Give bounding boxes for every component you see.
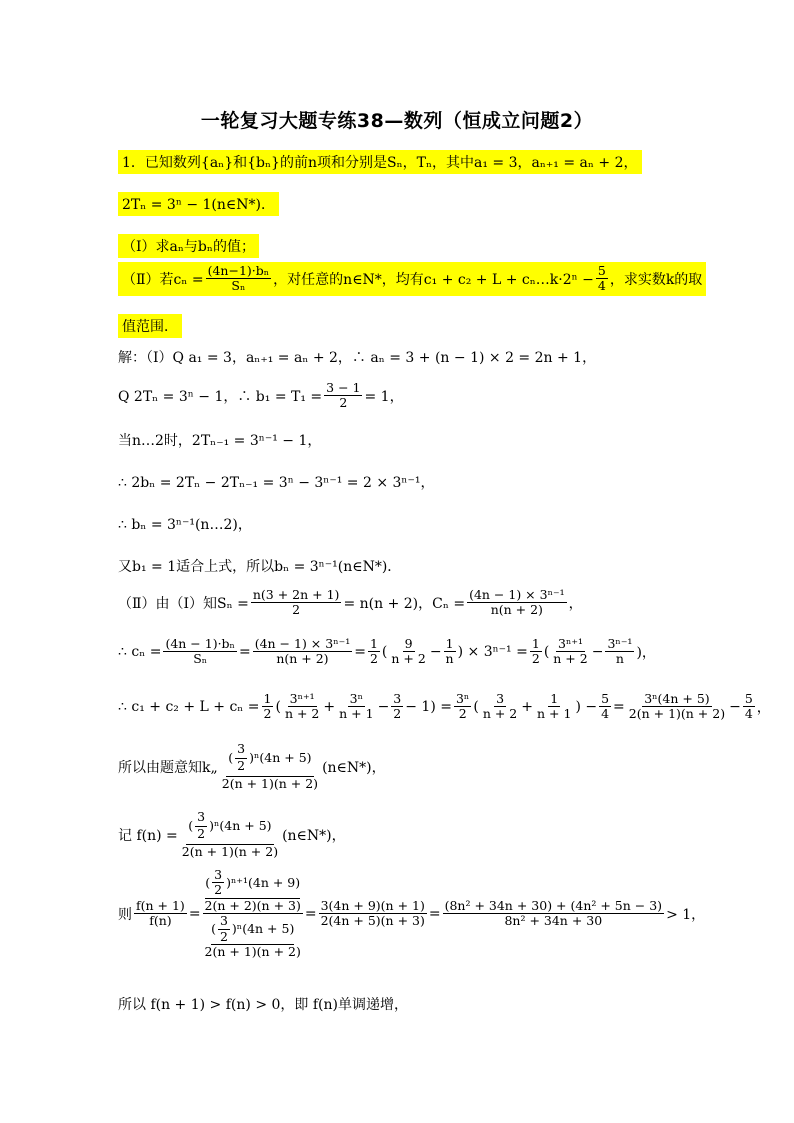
s9-f9-num: 3ⁿ(4n + 5) xyxy=(644,691,710,706)
s12-compound-top xyxy=(203,868,303,914)
part2-fraction-2 xyxy=(596,264,608,294)
problem-line-1 xyxy=(118,150,642,174)
solution-line-1: 解：（Ⅰ）Q a₁ = 3，aₙ₊₁ = aₙ + 2，∴ aₙ = 3 + (n − 1) × 2 = 2n + 1， xyxy=(118,350,597,366)
s8-fraction-3 xyxy=(368,637,380,667)
s11-text-a: 记 f(n) = xyxy=(118,827,178,844)
s8-f2-den: n(n + 2) xyxy=(276,651,329,667)
s12-top-inner xyxy=(212,868,224,898)
problem-part-2-cont xyxy=(118,314,182,338)
s10-inner-num: 3 xyxy=(235,742,247,759)
part2-text-c: ，求实数k的取 xyxy=(609,271,703,288)
s8-f4-num: 9 xyxy=(404,636,413,651)
s8-minus: − xyxy=(429,643,442,660)
s9-f4-num: 3 xyxy=(393,691,402,706)
s2-text-a: Q 2Tₙ = 3ⁿ − 1，∴ b₁ = T₁ = xyxy=(118,388,323,405)
s12-f4-den: 8n² + 34n + 30 xyxy=(504,913,603,929)
part2-fraction-num: (4n−1)·bₙ xyxy=(207,263,270,278)
s8-fraction-1 xyxy=(163,637,237,667)
s9-eq: = xyxy=(613,698,625,715)
s11-fraction-den: 2(n + 1)(n + 2) xyxy=(181,843,279,859)
s8-f5-den: n xyxy=(445,651,454,667)
s8-f3-num: 1 xyxy=(369,636,378,651)
part2-text-d: 值范围． xyxy=(118,314,182,338)
solution-line-12 xyxy=(118,868,705,959)
s9-f7-num: 1 xyxy=(550,691,559,706)
s9-f9-den: 2(n + 1)(n + 2) xyxy=(628,706,726,722)
s9-f5-num: 3ⁿ xyxy=(455,691,470,706)
s9-f3-num: 3ⁿ xyxy=(349,691,364,706)
solution-line-5: ∴ bₙ = 3ⁿ⁻¹(n…2)， xyxy=(118,517,252,533)
s8-f8-den: n xyxy=(615,651,624,667)
s12-bot-inner-den: 2 xyxy=(219,928,228,944)
s12-top-inner-den: 2 xyxy=(214,882,223,898)
s12-f3-num: 3(4n + 9)(n + 1) xyxy=(320,897,425,913)
problem-line-2 xyxy=(118,192,279,216)
solution-line-4: ∴ 2bₙ = 2Tₙ − 2Tₙ₋₁ = 3ⁿ − 3ⁿ⁻¹ = 2 × 3ⁿ⁻¹， xyxy=(118,475,435,491)
solution-line-11 xyxy=(118,810,346,859)
problem-text-2: 2Tₙ = 3ⁿ − 1(n∈N*)． xyxy=(118,192,279,216)
s9-fraction-3 xyxy=(337,692,375,722)
s8-f3-den: 2 xyxy=(369,651,378,667)
part2-fraction-den: Sₙ xyxy=(231,278,246,294)
s9-fraction-7 xyxy=(535,692,573,722)
solution-line-7 xyxy=(118,588,583,618)
solution-line-10 xyxy=(118,742,386,791)
s8-fraction-6 xyxy=(530,637,542,667)
s12-bot-num: ( $\frac{3}{2}$ )ⁿ(4n + 5) xyxy=(211,913,295,944)
s11-inner-num: 3 xyxy=(195,810,207,827)
s9-f4-den: 2 xyxy=(393,706,402,722)
s11-text-b: (n∈N*)， xyxy=(282,827,346,844)
s8-f6-den: 2 xyxy=(531,651,540,667)
s7-fraction-1 xyxy=(251,588,342,618)
s12-f4-num: (8n² + 34n + 30) + (4n² + 5n − 3) xyxy=(444,897,663,913)
s12-fraction-1 xyxy=(134,899,187,929)
s9-f5-den: 2 xyxy=(458,706,467,722)
s9-paren-open: ( xyxy=(275,698,281,715)
s8-paren-close: ) × 3ⁿ⁻¹ = xyxy=(457,643,528,660)
s9-fraction-5 xyxy=(454,692,471,722)
solution-line-13: 所以 f(n + 1) > f(n) > 0，即 f(n)单调递增， xyxy=(118,997,408,1013)
s10-text-a: 所以由题意知k„ xyxy=(118,759,218,776)
part2-fraction xyxy=(206,264,272,294)
s10-fraction-num: ( $\frac{3}{2}$ )ⁿ(4n + 5) xyxy=(226,742,313,777)
s9-paren-open-2: ( xyxy=(473,698,479,715)
s12-compound-fraction xyxy=(203,868,303,959)
problem-part-2 xyxy=(118,262,706,296)
s7-fraction-1-den: 2 xyxy=(292,602,301,618)
s9-plus: + xyxy=(323,698,336,715)
s9-f6-num: 3 xyxy=(496,691,505,706)
s12-top-num: ( $\frac{3}{2}$ )ⁿ⁺¹(4n + 9) xyxy=(205,867,301,898)
s8-fraction-8 xyxy=(605,637,634,667)
s9-text-a: ∴ c₁ + c₂ + L + cₙ = xyxy=(118,698,260,715)
s12-eq: = xyxy=(188,905,201,922)
s9-f2-den: n + 2 xyxy=(284,706,320,722)
s12-f1-num: f(n + 1) xyxy=(136,897,185,913)
s9-fraction-6 xyxy=(481,692,519,722)
s7-text-a: （Ⅱ）由（Ⅰ）知Sₙ = xyxy=(118,595,249,612)
s7-fraction-2 xyxy=(467,588,567,618)
s12-f3-den: 2(4n + 5)(n + 3) xyxy=(320,913,425,929)
s10-inner-fraction xyxy=(235,742,247,774)
s11-inner-den: 2 xyxy=(197,826,206,842)
s9-f2-num: 3ⁿ⁺¹ xyxy=(289,691,315,706)
s9-end: ， xyxy=(756,699,771,716)
s2-fraction-den: 2 xyxy=(339,395,348,411)
part2-fraction-2-den: 4 xyxy=(597,278,606,294)
s8-f1-num: (4n − 1)·bₙ xyxy=(165,636,235,651)
s12-top-den: 2(n + 2)(n + 3) xyxy=(204,897,301,913)
s7-fraction-2-num: (4n − 1) × 3ⁿ⁻¹ xyxy=(469,587,565,602)
part2-fraction-2-num: 5 xyxy=(597,263,606,278)
s7-fraction-1-num: n(3 + 2n + 1) xyxy=(252,587,340,602)
s8-fraction-7 xyxy=(551,637,589,667)
s9-fraction-8 xyxy=(599,692,611,722)
s9-fraction-2 xyxy=(283,692,321,722)
s11-num-rest: )ⁿ(4n + 5) xyxy=(209,817,272,833)
s8-end: )， xyxy=(636,644,656,661)
s7-text-c: ， xyxy=(568,595,583,612)
s8-f5-num: 1 xyxy=(445,636,454,651)
s7-text-b: = n(n + 2)，Cₙ = xyxy=(343,595,466,612)
solution-line-9 xyxy=(118,692,771,722)
s9-f1-den: 2 xyxy=(263,706,272,722)
s9-f8-den: 4 xyxy=(601,706,610,722)
s9-f10-num: 5 xyxy=(744,691,753,706)
s11-inner-fraction xyxy=(195,810,207,842)
s9-paren-close: − 1) = xyxy=(405,698,452,715)
s12-eq3: = xyxy=(428,905,441,922)
s10-fraction-den: 2(n + 1)(n + 2) xyxy=(221,775,319,791)
s8-f1-den: Sₙ xyxy=(193,651,208,667)
s9-fraction-10 xyxy=(743,692,755,722)
problem-part-2-highlight xyxy=(118,262,706,296)
s8-minus-2: − xyxy=(591,643,604,660)
s9-f1-num: 1 xyxy=(263,691,272,706)
s9-f3-den: n + 1 xyxy=(339,706,374,722)
s12-bot-den: 2(n + 1)(n + 2) xyxy=(204,943,301,959)
s9-minus: − xyxy=(377,698,390,715)
s9-fraction-1 xyxy=(262,692,274,722)
s11-fraction-num: ( $\frac{3}{2}$ )ⁿ(4n + 5) xyxy=(186,810,273,845)
s9-fraction-4 xyxy=(391,692,403,722)
s8-fraction-4 xyxy=(389,637,427,667)
s10-text-b: (n∈N*)， xyxy=(322,759,386,776)
s9-f8-num: 5 xyxy=(601,691,610,706)
s8-f2-num: (4n − 1) × 3ⁿ⁻¹ xyxy=(254,636,351,651)
page-title: 一轮复习大题专练38—数列（恒成立问题2） xyxy=(200,110,594,132)
s11-fraction xyxy=(180,810,280,859)
s2-fraction xyxy=(324,381,362,411)
part2-text-a: （Ⅱ）若cₙ = xyxy=(122,271,204,288)
s8-f7-num: 3ⁿ⁺¹ xyxy=(558,636,583,651)
s9-plus-2: + xyxy=(521,698,533,715)
s12-top-rest: )ⁿ⁺¹(4n + 9) xyxy=(226,874,301,890)
s8-f7-den: n + 2 xyxy=(553,651,588,667)
problem-part-1 xyxy=(118,234,259,258)
s12-eq2: = xyxy=(304,905,317,922)
problem-part-1-text: （Ⅰ）求aₙ与bₙ的值； xyxy=(118,234,259,258)
s12-end: > 1， xyxy=(666,906,706,923)
s10-inner-den: 2 xyxy=(237,758,246,774)
part2-text-b: ，对任意的n∈N*，均有c₁ + c₂ + L + cₙ…k·2ⁿ − xyxy=(273,271,594,288)
s12-fraction-3 xyxy=(319,899,427,929)
s8-fraction-5 xyxy=(444,637,456,667)
s10-num-rest: )ⁿ(4n + 5) xyxy=(249,749,312,765)
s9-fraction-9 xyxy=(627,692,727,722)
s8-f6-num: 1 xyxy=(531,636,540,651)
s8-paren-open-2: ( xyxy=(543,643,550,660)
s7-fraction-2-den: n(n + 2) xyxy=(490,602,543,618)
s12-bot-inner xyxy=(218,914,230,944)
s9-f10-den: 4 xyxy=(744,706,753,722)
s12-bot-rest: )ⁿ(4n + 5) xyxy=(231,920,295,936)
s12-compound-bottom xyxy=(203,914,303,959)
solution-line-6: 又b₁ = 1适合上式，所以bₙ = 3ⁿ⁻¹(n∈N*)． xyxy=(118,559,402,575)
s12-f1-den: f(n) xyxy=(149,913,172,929)
s8-f4-den: n + 2 xyxy=(391,651,426,667)
s12-fraction-4 xyxy=(443,899,664,929)
s9-paren-close-2: ) − xyxy=(575,698,598,715)
s10-fraction xyxy=(220,742,320,791)
s8-eq: = xyxy=(238,643,251,660)
s8-text-a: ∴ cₙ = xyxy=(118,643,162,660)
s8-eq2: = xyxy=(354,643,366,660)
s8-fraction-2 xyxy=(253,637,353,667)
s2-text-b: = 1， xyxy=(364,388,404,405)
s9-minus-2: − xyxy=(729,698,741,715)
s12-top-inner-num: 3 xyxy=(214,867,223,882)
s12-text-a: 则 xyxy=(118,906,132,923)
s8-paren-open: ( xyxy=(381,643,388,660)
problem-text-1: 1．已知数列{aₙ}和{bₙ}的前n项和分别是Sₙ，Tₙ，其中a₁ = 3，aₙ₊₁ = aₙ + 2， xyxy=(118,150,642,174)
s2-fraction-num: 3 − 1 xyxy=(326,380,361,395)
solution-line-3: 当n…2时，2Tₙ₋₁ = 3ⁿ⁻¹ − 1， xyxy=(118,433,322,449)
s9-f7-den: n + 1 xyxy=(537,706,572,722)
s12-bot-inner-num: 3 xyxy=(219,913,228,929)
s9-f6-den: n + 2 xyxy=(482,706,518,722)
solution-line-8 xyxy=(118,637,656,667)
s8-f8-num: 3ⁿ⁻¹ xyxy=(607,636,633,651)
solution-line-2 xyxy=(118,381,404,411)
